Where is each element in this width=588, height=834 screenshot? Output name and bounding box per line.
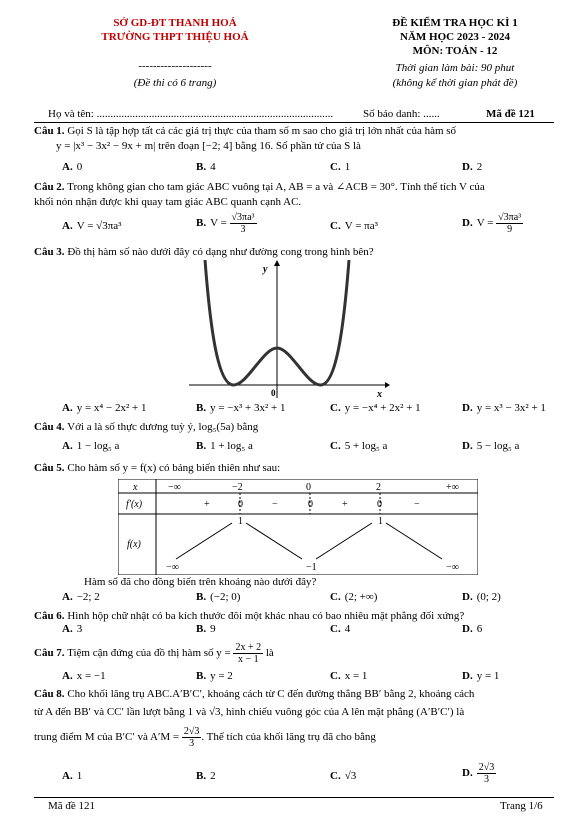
vt-x-label: x (133, 482, 138, 493)
q8-option-b[interactable]: B. 2 (196, 770, 216, 782)
q8-option-c[interactable]: C. √3 (330, 770, 357, 782)
q1-option-c[interactable]: C. 1 (330, 161, 351, 173)
q3-label: Câu 3. (34, 246, 65, 258)
q7-pre: Tiệm cận đứng của đồ thị hàm số y = (67, 647, 231, 660)
question-1 (34, 124, 558, 154)
q4-option-b[interactable]: B. 1 + log₅ a (196, 440, 253, 452)
vt-sign-2: − (272, 499, 278, 510)
q3-graph (185, 258, 390, 400)
q6-option-a[interactable]: A. 3 (62, 623, 83, 635)
footer-exam-code: Mã đề 121 (48, 800, 96, 812)
origin-label: 0 (271, 388, 276, 398)
exam-title: ĐỀ KIỂM TRA HỌC KÌ 1 (392, 17, 518, 29)
q4-label: Câu 4. (34, 421, 65, 433)
vt-fp-label: f′(x) (126, 499, 143, 510)
q4-text: Với a là số thực dương tuỳ ý, log₅(5a) bằng (67, 421, 259, 433)
question-8 (34, 687, 558, 749)
q3-option-c[interactable]: C. y = −x⁴ + 2x² + 1 (330, 402, 421, 414)
q6-option-c[interactable]: C. 4 (330, 623, 351, 635)
y-axis-label: y (263, 264, 268, 275)
q6-text: Hình hộp chữ nhật có ba kích thước đôi một khác nhau có bao nhiêu mặt phẳng đối xứng? (67, 610, 465, 622)
q7-option-d[interactable]: D. y = 1 (462, 670, 500, 682)
vt-sign-1: 0 (238, 499, 243, 510)
vt-f-4: −∞ (446, 562, 459, 573)
q1-label: Câu 1. (34, 125, 65, 137)
q2-label: Câu 2. (34, 181, 65, 193)
q1-option-d[interactable]: D. 2 (462, 161, 483, 173)
vt-x-4: +∞ (446, 482, 459, 493)
question-2 (34, 180, 558, 210)
q8-line2: từ A đến BB′ và CC′ lần lượt bằng 1 và √3, hình chiếu vuông góc của A lên mặt phẳng (A′B′C′) là (34, 706, 465, 718)
q5-option-a[interactable]: A. −2; 2 (62, 591, 100, 603)
q2-option-b[interactable]: B. V = $\frac{\text{√3πa³}}{3}$ (196, 212, 255, 235)
vt-f-2: −1 (306, 562, 317, 573)
q7-fraction: $\frac{2x + 2}{x - 1}$ (235, 642, 262, 665)
page-count: (Đề thi có 6 trang) (133, 77, 217, 89)
sbd-field: Số báo danh: ...... (363, 108, 440, 120)
y-arrow-icon (274, 260, 280, 266)
x-arrow-icon (385, 382, 390, 388)
q7-option-b[interactable]: B. y = 2 (196, 670, 233, 682)
q2-line1: Trong không gian cho tam giác ABC vuông tại A, AB = a và ∠ACB = 30°. Tính thể tích V của (67, 181, 485, 193)
q1-option-b[interactable]: B. 4 (196, 161, 216, 173)
time-note: (không kể thời gian phát đề) (392, 77, 518, 89)
q2-option-a[interactable]: A. V = √3πa³ (62, 220, 122, 232)
q8-line1: Cho khối lăng trụ ABC.A′B′C′, khoảng cách từ C đến đường thẳng BB′ bằng 2, khoảng cách (67, 688, 475, 700)
question-6 (34, 609, 558, 624)
q2-option-d[interactable]: D. V = $\frac{\text{√3πa³}}{9}$ (462, 212, 522, 235)
q6-option-b[interactable]: B. 9 (196, 623, 216, 635)
q5-option-c[interactable]: C. (2; +∞) (330, 591, 378, 603)
vt-sign-4: + (342, 499, 348, 510)
vt-x-0: −∞ (168, 482, 181, 493)
question-5 (34, 461, 558, 476)
q7-label: Câu 7. (34, 647, 65, 660)
q1-option-a[interactable]: A. 0 (62, 161, 83, 173)
x-axis-label: x (377, 389, 382, 400)
q3-option-a[interactable]: A. y = x⁴ − 2x² + 1 (62, 402, 147, 414)
q8-label: Câu 8. (34, 688, 65, 700)
vt-sign-0: + (204, 499, 210, 510)
vt-f-1: 1 (238, 516, 243, 527)
vt-x-3: 2 (376, 482, 381, 493)
q5-text: Cho hàm số y = f(x) có bảng biến thiên như sau: (67, 462, 281, 474)
school-year: NĂM HỌC 2023 - 2024 (400, 31, 510, 43)
vt-sign-6: − (414, 499, 420, 510)
question-7 (34, 642, 558, 665)
time-limit: Thời gian làm bài: 90 phut (395, 62, 515, 74)
q4-option-a[interactable]: A. 1 − log₅ a (62, 440, 120, 452)
name-field: Họ và tên: ...................................................................................... (48, 108, 334, 120)
vt-f-3: 1 (378, 516, 383, 527)
vt-f-label: f(x) (127, 539, 141, 550)
page-number: Trang 1/6 (500, 800, 543, 812)
q8-line3: trung điểm M của B′C′ và A′M = $\frac{2√3}{3}$ . Thể tích của khối lăng trụ đã cho bằng (34, 726, 376, 749)
vt-sign-5: 0 (377, 499, 382, 510)
q1-line1: Gọi S là tập hợp tất cả các giá trị thực của tham số m sao cho giá trị lớn nhất của hàm số (67, 125, 457, 137)
q6-option-d[interactable]: D. 6 (462, 623, 483, 635)
header-dashes: -------------------- (138, 60, 212, 72)
q8-option-a[interactable]: A. 1 (62, 770, 83, 782)
subject: MÔN: TOÁN - 12 (412, 45, 498, 57)
vt-f-0: −∞ (166, 562, 179, 573)
q1-line2: y = |x³ − 3x² − 9x + m| trên đoạn [−2; 4] bằng 16. Số phần tử của S là (56, 140, 361, 152)
q4-option-d[interactable]: D. 5 − log₅ a (462, 440, 520, 452)
q4-option-c[interactable]: C. 5 + log₅ a (330, 440, 388, 452)
department: SỞ GD-ĐT THANH HOÁ (113, 17, 237, 29)
q7-option-a[interactable]: A. x = −1 (62, 670, 106, 682)
q5-option-b[interactable]: B. (−2; 0) (196, 591, 241, 603)
school-name: TRƯỜNG THPT THIỆU HOÁ (101, 31, 249, 43)
q2-option-c[interactable]: C. V = πa³ (330, 220, 378, 232)
q2-line2: khối nón nhận được khi quay tam giác ABC quanh cạnh AC. (34, 196, 302, 208)
q3-option-b[interactable]: B. y = −x³ + 3x² + 1 (196, 402, 286, 414)
header-divider (34, 122, 554, 123)
vt-sign-3: 0 (308, 499, 313, 510)
q3-text: Đồ thị hàm số nào dưới đây có dạng như đường cong trong hình bên? (67, 246, 374, 258)
q5-label: Câu 5. (34, 462, 65, 474)
q5-variation-table (118, 479, 478, 575)
vt-x-2: 0 (306, 482, 311, 493)
question-4 (34, 420, 558, 435)
q8-option-d[interactable]: D. $\frac{2√3}{3}$ (462, 762, 495, 785)
q5-question: Hàm số đã cho đồng biến trên khoảng nào dưới đây? (84, 576, 317, 588)
q3-option-d[interactable]: D. y = x³ − 3x² + 1 (462, 402, 546, 414)
q7-option-c[interactable]: C. x = 1 (330, 670, 368, 682)
q7-post: là (265, 647, 274, 660)
exam-code: Mã đề 121 (486, 108, 535, 120)
q5-option-d[interactable]: D. (0; 2) (462, 591, 501, 603)
vt-x-1: −2 (232, 482, 243, 493)
q6-label: Câu 6. (34, 610, 65, 622)
footer-divider (34, 797, 554, 798)
